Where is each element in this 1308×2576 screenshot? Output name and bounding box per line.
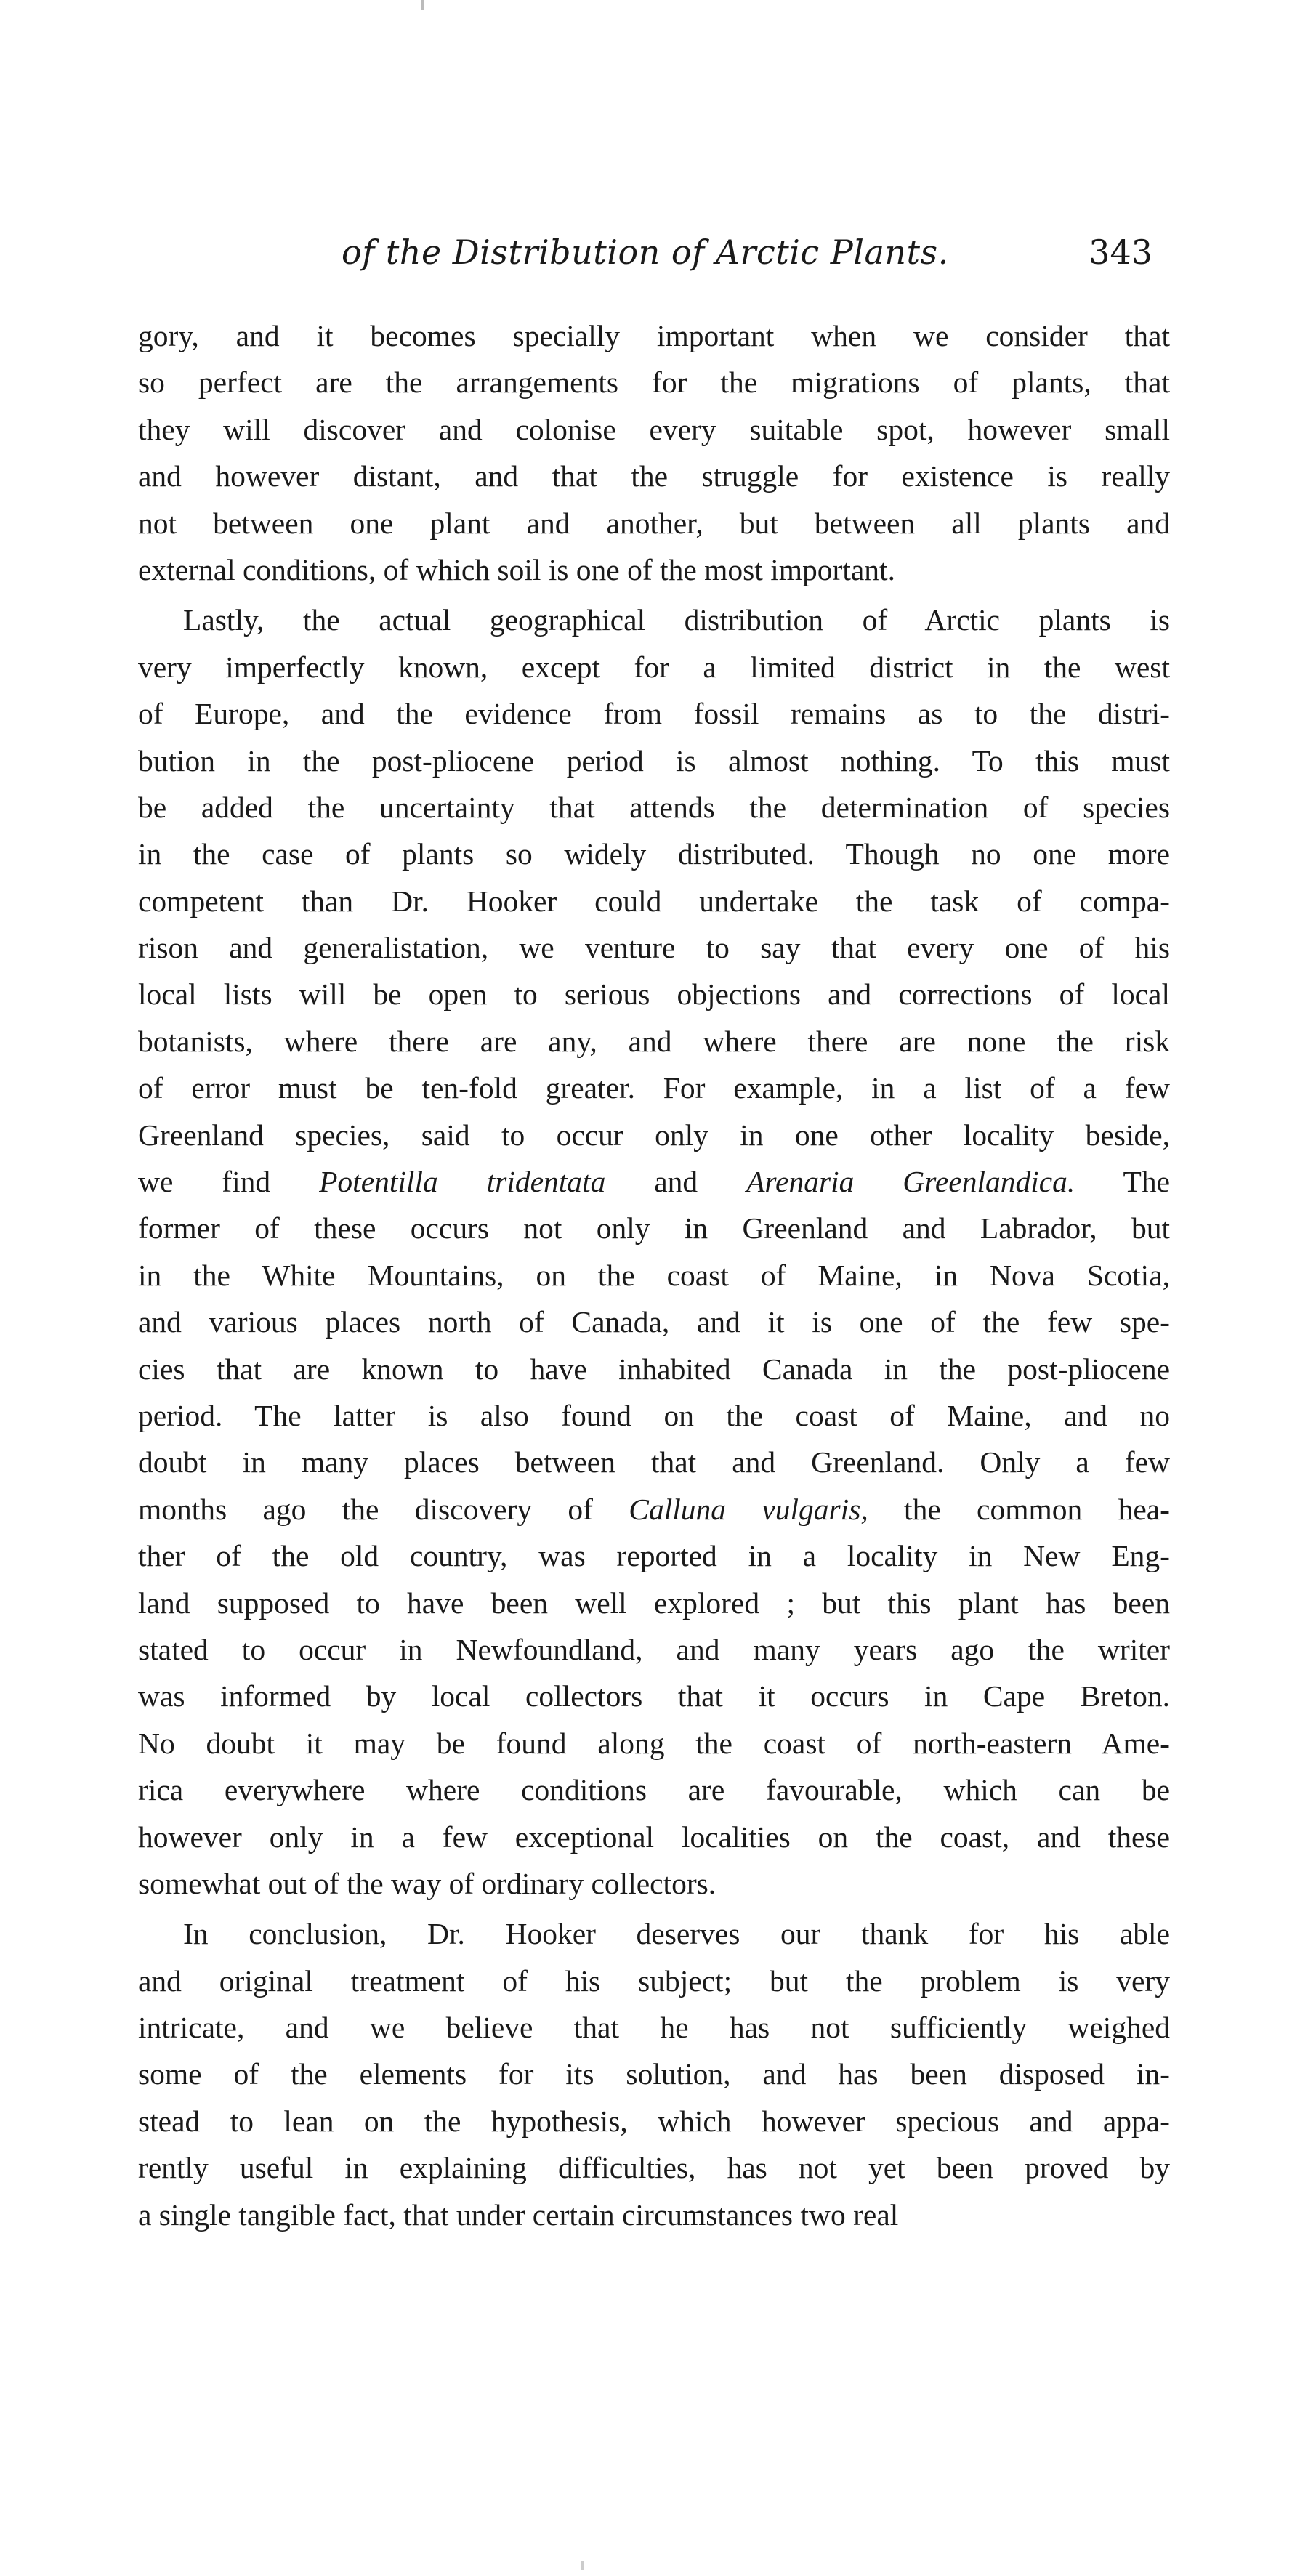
scan-mark-bottom: [581, 2561, 584, 2570]
text-line: cies that are known to have inhabited Canada in the post-pliocene: [138, 1352, 1170, 1386]
italic-species-name: Calluna vulgaris,: [629, 1492, 868, 1526]
text-line: be added the uncertainty that attends the determination of species: [138, 790, 1170, 824]
text-line: former of these occurs not only in Greenland and Labrador, but: [138, 1211, 1170, 1245]
text-line: stead to lean on the hypothesis, which however specious and appa-: [138, 2104, 1170, 2138]
text-line: ther of the old country, was reported in a locality in New Eng-: [138, 1539, 1170, 1573]
text-line: somewhat out of the way of ordinary collectors.: [138, 1866, 716, 1900]
text-segment: months ago the discovery of: [138, 1492, 629, 1526]
text-line: Lastly, the actual geographical distribution of Arctic plants is: [183, 603, 1170, 637]
text-segment: The: [1075, 1165, 1170, 1199]
text-line: rica everywhere where conditions are favourable, which can be: [138, 1773, 1170, 1807]
page-number: 343: [1089, 233, 1152, 272]
italic-species-name: Arenaria Greenlandica.: [746, 1165, 1075, 1199]
text-line: botanists, where there are any, and where there are none the risk: [138, 1024, 1170, 1058]
text-line: not between one plant and another, but between all plants and: [138, 506, 1170, 540]
text-line: was informed by local collectors that it occurs in Cape Breton.: [138, 1679, 1170, 1713]
text-line: rently useful in explaining difficulties, has not yet been proved by: [138, 2151, 1170, 2185]
text-line: and various places north of Canada, and it is one of the few spe-: [138, 1305, 1170, 1339]
text-line: of Europe, and the evidence from fossil remains as to the distri-: [138, 697, 1170, 731]
text-segment: the common hea-: [868, 1492, 1170, 1526]
text-line: land supposed to have been well explored ; but this plant has been: [138, 1586, 1170, 1620]
text-line: bution in the post-pliocene period is almost nothing. To this must: [138, 743, 1170, 778]
text-line: stated to occur in Newfoundland, and many years ago the writer: [138, 1632, 1170, 1666]
text-line: some of the elements for its solution, and has been disposed in-: [138, 2057, 1170, 2091]
text-line: intricate, and we believe that he has not sufficiently weighed: [138, 2011, 1170, 2045]
text-line: however only in a few exceptional localities on the coast, and these: [138, 1820, 1170, 1854]
paragraph: [138, 597, 1170, 1907]
text-line: [138, 1158, 1170, 1205]
text-line: competent than Dr. Hooker could undertake the task of compa-: [138, 884, 1170, 918]
text-line: and original treatment of his subject; but the problem is very: [138, 1963, 1170, 1998]
text-line: rison and generalistation, we venture to say that every one of his: [138, 931, 1170, 965]
running-title: of the Distribution of Arctic Plants.: [342, 233, 949, 272]
text-line: in the case of plants so widely distributed. Though no one more: [138, 837, 1170, 871]
scan-mark-top: [421, 0, 424, 10]
text-line: in the White Mountains, on the coast of Maine, in Nova Scotia,: [138, 1258, 1170, 1292]
body-text: [138, 312, 1170, 2238]
text-line: No doubt it may be found along the coast of north-eastern Ame-: [138, 1726, 1170, 1760]
text-line: gory, and it becomes specially important when we consider that: [138, 319, 1170, 352]
text-segment: and: [605, 1165, 747, 1199]
text-line: In conclusion, Dr. Hooker deserves our thank for his able: [183, 1917, 1170, 1951]
text-segment: we find: [138, 1165, 320, 1199]
text-line: [138, 1486, 1170, 1533]
text-line: Greenland species, said to occur only in one other locality beside,: [138, 1118, 1170, 1152]
text-line: very imperfectly known, except for a limited district in the west: [138, 650, 1170, 684]
text-line: local lists will be open to serious objections and corrections of local: [138, 977, 1170, 1012]
text-line: a single tangible fact, that under certain circumstances two real: [138, 2197, 899, 2232]
italic-species-name: Potentilla tridentata: [319, 1165, 606, 1199]
running-head: [138, 233, 1170, 276]
text-line: period. The latter is also found on the coast of Maine, and no: [138, 1398, 1170, 1432]
text-line: and however distant, and that the struggle for existence is really: [138, 459, 1170, 493]
text-line: they will discover and colonise every suitable spot, however small: [138, 412, 1170, 446]
text-line: doubt in many places between that and Greenland. Only a few: [138, 1445, 1170, 1479]
paragraph: [138, 312, 1170, 593]
paragraph: [138, 1910, 1170, 2238]
text-line: external conditions, of which soil is one of the most important.: [138, 552, 895, 586]
text-line: of error must be ten-fold greater. For example, in a list of a few: [138, 1071, 1170, 1105]
text-line: so perfect are the arrangements for the migrations of plants, that: [138, 366, 1170, 400]
